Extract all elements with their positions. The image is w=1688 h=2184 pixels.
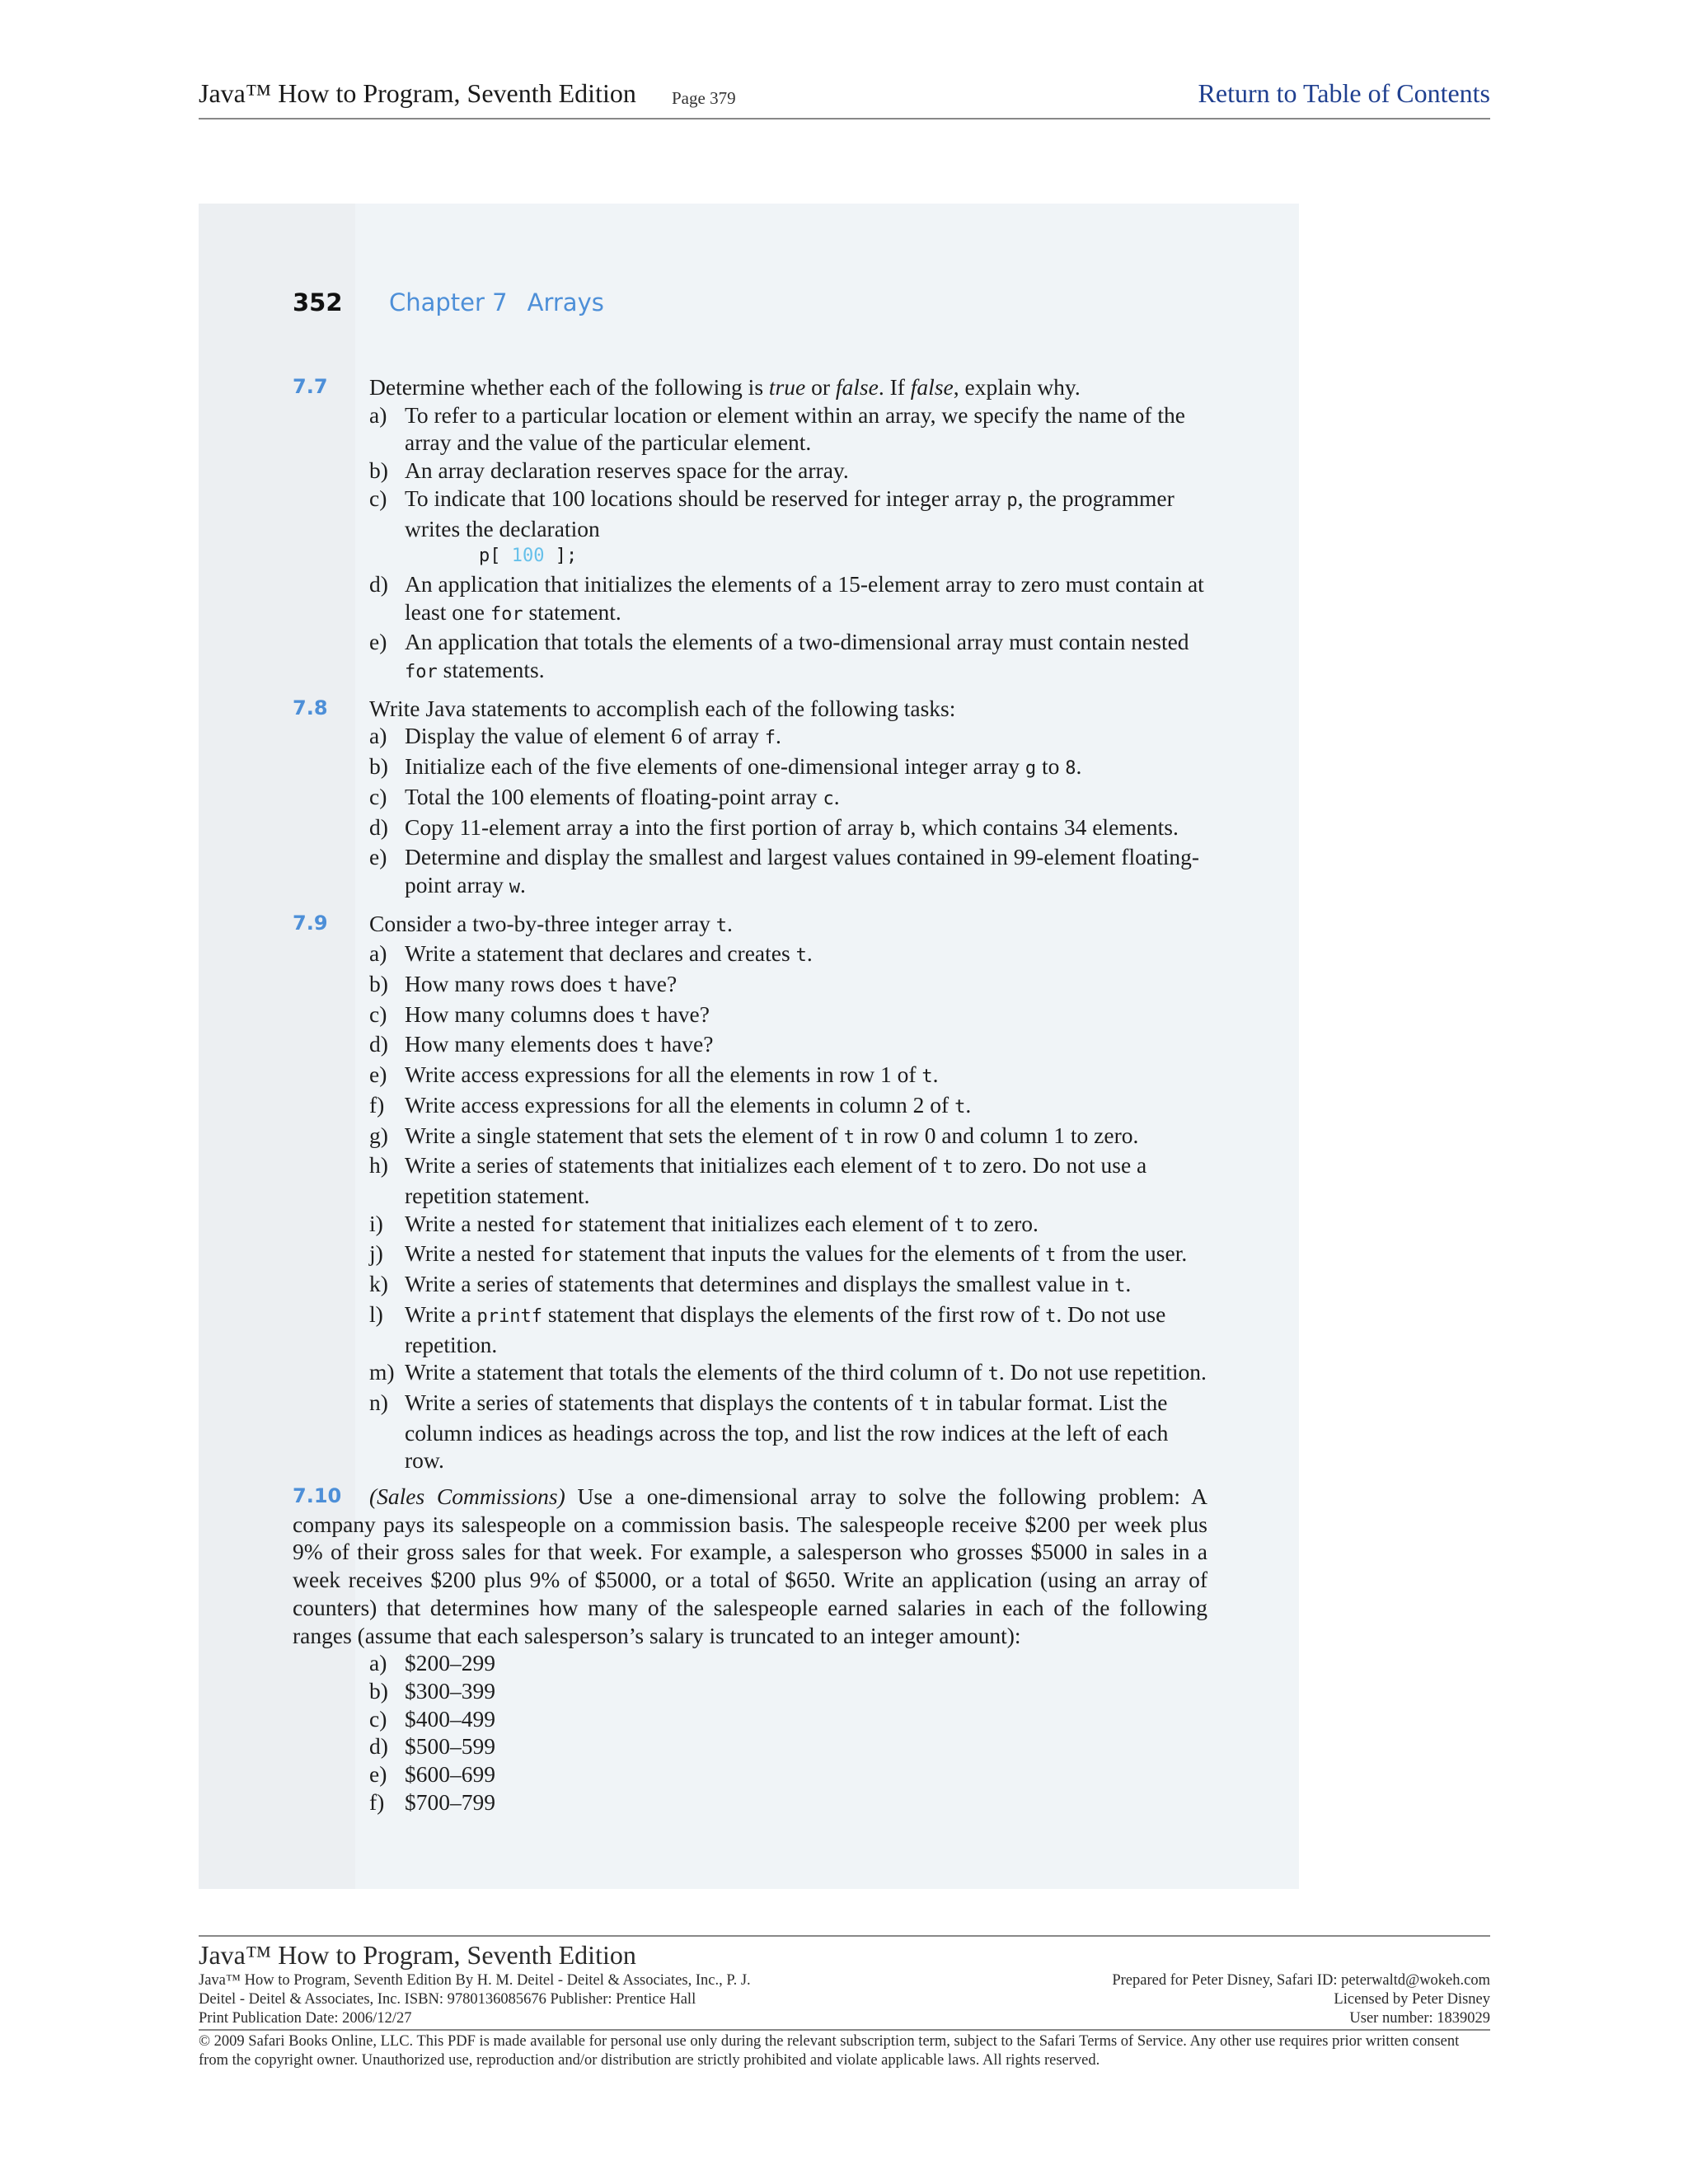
publication-info: Java™ How to Program, Seventh Edition By H. M. Deitel - Deitel & Associates, Inc., P. J. Deitel - Deitel & Associates, Inc. ISBN: 9780136085676 Publisher: Prentice Hall Print Publication Date: 2006/12/27 bbox=[199, 1972, 751, 2027]
list-item: d) Copy 11-element array a into the first portion of array b, which contains 34 elements. bbox=[369, 813, 1179, 840]
list-item: l) Write a printf statement that displays the elements of the first row of t. Do not use repetition. bbox=[369, 1301, 1166, 1357]
exercise-items bbox=[369, 401, 1207, 687]
list-item: b) $300–399 bbox=[369, 1677, 495, 1704]
exercise-items bbox=[369, 722, 1207, 901]
exercise-7-10 bbox=[293, 1483, 1207, 1649]
exercise-intro: Determine whether each of the following is true or false. If false, explain why. bbox=[369, 374, 1081, 400]
exercise-items bbox=[369, 940, 1207, 1474]
list-item: f) Write access expressions for all the elements in column 2 of t. bbox=[369, 1091, 972, 1118]
chapter-heading bbox=[389, 288, 604, 316]
exercise-intro: Write Java statements to accomplish each of the following tasks: bbox=[369, 695, 956, 721]
list-item: b) How many rows does t have? bbox=[369, 971, 678, 997]
chapter-title: Arrays bbox=[527, 288, 604, 316]
table-of-contents-link[interactable]: Return to Table of Contents bbox=[1198, 78, 1490, 108]
list-item: e) $600–699 bbox=[369, 1761, 495, 1788]
page-footer bbox=[199, 1935, 1490, 2070]
code-declaration: p[ 100 ]; bbox=[479, 546, 578, 567]
footer-title: Java™ How to Program, Seventh Edition bbox=[199, 1940, 636, 1970]
exercise-7-8 bbox=[293, 695, 1207, 902]
list-item: e) Write access expressions for all the elements in row 1 of t. bbox=[369, 1062, 939, 1088]
salary-ranges bbox=[293, 1649, 1207, 1816]
exercise-content bbox=[293, 373, 1207, 1816]
license-info: Prepared for Peter Disney, Safari ID: peterwaltd@wokeh.com Licensed by Peter Disney User number: 1839029 bbox=[1112, 1972, 1490, 2027]
footer-info bbox=[199, 1971, 1490, 2029]
page-number: 352 bbox=[293, 288, 343, 316]
chapter-label: Chapter 7 bbox=[389, 288, 508, 316]
list-item: j) Write a nested for statement that inputs the values for the elements of t from the user. bbox=[369, 1240, 1188, 1267]
list-item: a) To refer to a particular location or element within an array, we specify the name of the array and the value of the particular element. bbox=[369, 401, 1185, 456]
list-item: i) Write a nested for statement that initializes each element of t to zero. bbox=[369, 1210, 1039, 1236]
exercise-body: Use a one-dimensional array to solve the following problem: A company pays its salespeople on a commission basis. The salespeople receive $200 per week plus 9% of their gross sales for that week. For example, a salesperson who grosses $5000 in sales in a week receives $200 plus 9% of $5000, or a total of $650. Write an application (using an array of counters) that determines how many of the salespeople earned salaries in each of the following ranges (assume that each salesperson’s salary is truncated to an integer amount): bbox=[293, 1483, 1208, 1648]
list-item: a) $200–299 bbox=[369, 1650, 495, 1676]
list-item: g) Write a single statement that sets the element of t in row 0 and column 1 to zero. bbox=[369, 1122, 1139, 1148]
exercise-number: 7.8 bbox=[293, 696, 328, 719]
exercise-number: 7.10 bbox=[293, 1484, 342, 1508]
list-item: c) How many columns does t have? bbox=[369, 1001, 710, 1027]
list-item: c) To indicate that 100 locations should be reserved for integer array p, the programmer writes the declaration p[ 100 ]; bbox=[369, 485, 1207, 570]
list-item: k) Write a series of statements that determines and displays the smallest value in t. bbox=[369, 1271, 1132, 1297]
list-item: d) How many elements does t have? bbox=[369, 1031, 714, 1057]
list-item: n) Write a series of statements that displays the contents of t in tabular format. List the column indices as headings across the top, and list the row indices at the left of each row. bbox=[369, 1389, 1169, 1474]
copyright-notice: © 2009 Safari Books Online, LLC. This PDF is made available for personal use only during the relevant subscription term, subject to the Safari Terms of Service. Any other use requires prior written consent from the copyright owner. Unauthorized use, reproduction and/or distribution are strictly prohibited and violate applicable laws. All rights reserved. bbox=[199, 2029, 1490, 2070]
exercise-7-7 bbox=[293, 373, 1207, 687]
list-item: d) $500–599 bbox=[369, 1733, 495, 1760]
page-indicator: Page 379 bbox=[672, 88, 736, 108]
list-item: b) Initialize each of the five elements of one-dimensional integer array g to 8. bbox=[369, 753, 1082, 780]
exercise-number: 7.7 bbox=[293, 375, 328, 398]
list-item: a) Display the value of element 6 of array f. bbox=[369, 723, 781, 749]
exercise-7-9 bbox=[293, 910, 1207, 1474]
list-item: e) An application that totals the elements of a two-dimensional array must contain nested for statements. bbox=[369, 629, 1189, 683]
list-item: f) $700–799 bbox=[369, 1788, 495, 1815]
list-item: d) An application that initializes the elements of a 15-element array to zero must contain at least one for statement. bbox=[369, 570, 1204, 625]
list-item: e) Determine and display the smallest and largest values contained in 99-element floating-point array w. bbox=[369, 844, 1199, 898]
exercise-title: (Sales Commissions) bbox=[369, 1483, 565, 1510]
exercise-number: 7.9 bbox=[293, 911, 328, 935]
list-item: b) An array declaration reserves space for the array. bbox=[369, 457, 849, 484]
page-header bbox=[199, 78, 1490, 120]
list-item: a) Write a statement that declares and creates t. bbox=[369, 940, 813, 967]
book-title: Java™ How to Program, Seventh Edition bbox=[199, 78, 636, 108]
exercise-intro: Consider a two-by-three integer array t. bbox=[369, 910, 733, 936]
list-item: c) $400–499 bbox=[369, 1705, 495, 1732]
list-item: c) Total the 100 elements of floating-point array c. bbox=[369, 783, 840, 809]
list-item: m) Write a statement that totals the elements of the third column of t. Do not use repetition. bbox=[369, 1359, 1207, 1385]
list-item: h) Write a series of statements that initializes each element of t to zero. Do not use a repetition statement. bbox=[369, 1152, 1147, 1208]
